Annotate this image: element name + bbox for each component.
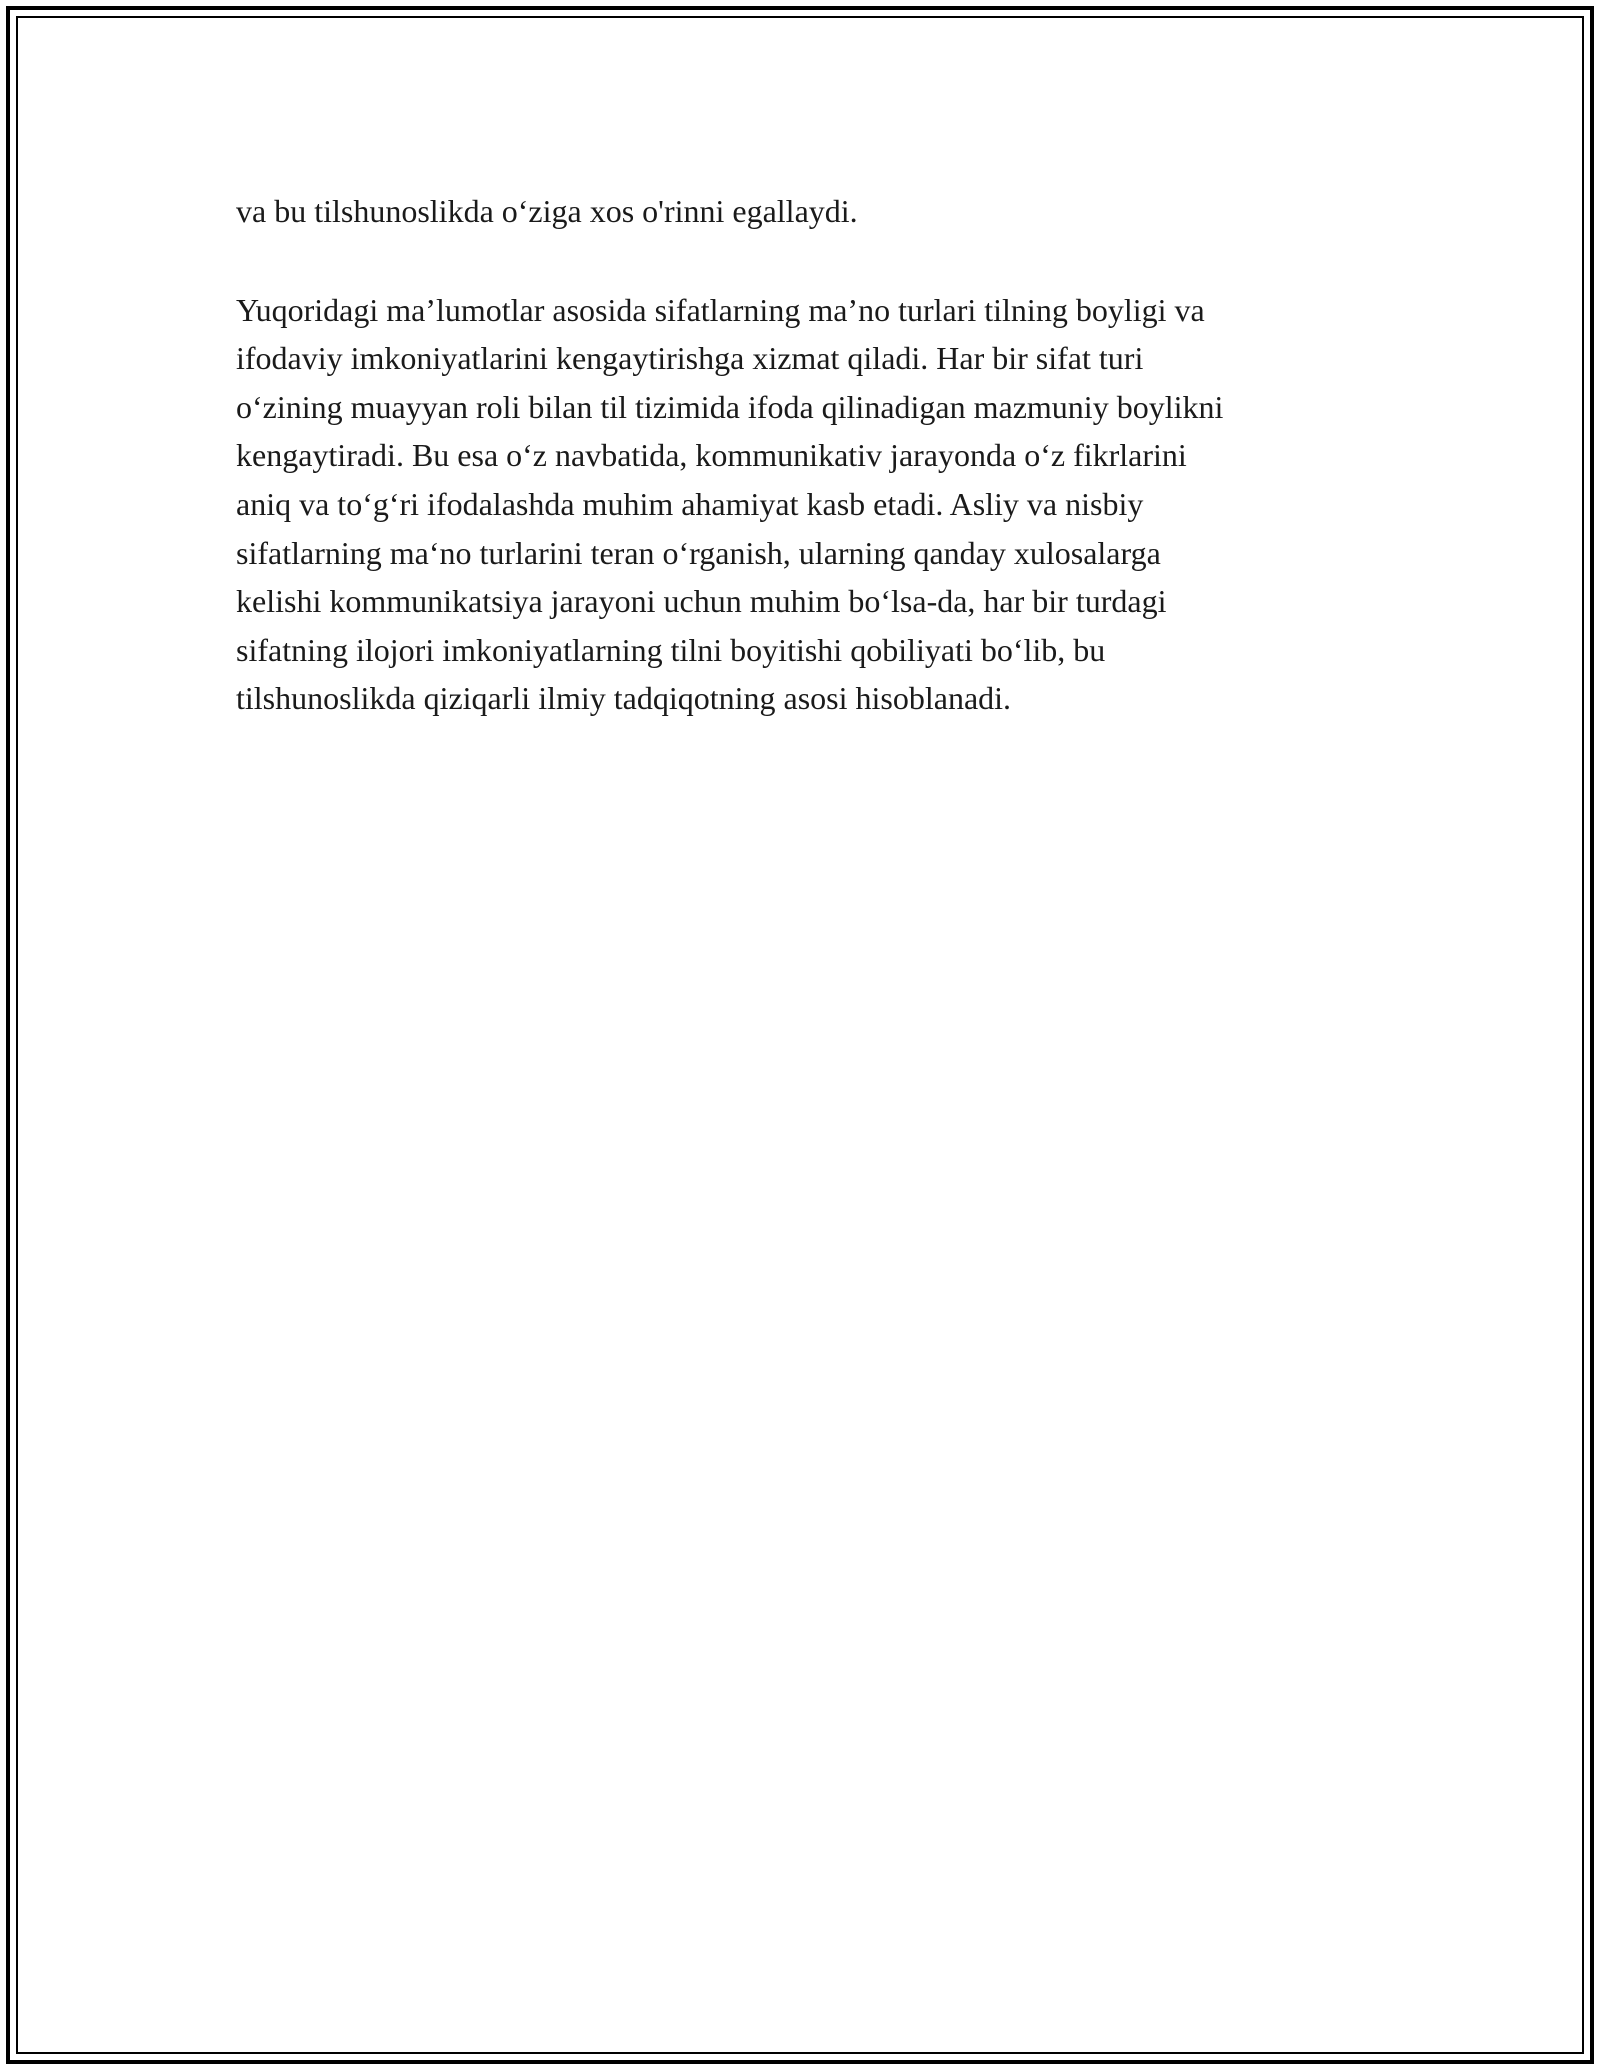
text-line: va bu tilshunoslikda o‘ziga xos o'rinni egallaydi.	[236, 193, 858, 229]
text-line: sifatning ilojori imkoniyatlarning tilni boyitishi qobiliyati bo‘lib, bu	[236, 631, 1106, 668]
paragraph-spacer	[236, 236, 1376, 286]
text-line: ifodaviy imkoniyatlarini kengaytirishga xizmat qiladi. Har bir sifat turi	[236, 340, 1144, 377]
text-line: sifatlarning ma‘no turlarini teran o‘rganish, ularning qanday xulosalarga	[236, 534, 1161, 571]
text-line: Yuqoridagi ma’lumotlar asosida sifatlarning ma’no turlari tilning boyligi va	[236, 291, 1205, 328]
text-line: kelishi kommunikatsiya jarayoni uchun muhim bo‘lsa-da, har bir turdagi	[236, 583, 1167, 620]
paragraph-conclusion	[236, 286, 1376, 723]
text-line: aniq va to‘g‘ri ifodalashda muhim ahamiyat kasb etadi. Asliy va nisbiy	[236, 485, 1144, 522]
paragraph-continuation	[236, 187, 1376, 236]
text-line: o‘zining muayyan roli bilan til tizimida ifoda qilinadigan mazmuniy boylikni	[236, 388, 1224, 425]
document-body	[236, 187, 1376, 723]
text-line: tilshunoslikda qiziqarli ilmiy tadqiqotning asosi hisoblanadi.	[236, 680, 1012, 717]
text-line: kengaytiradi. Bu esa o‘z navbatida, kommunikativ jarayonda o‘z fikrlarini	[236, 437, 1187, 474]
